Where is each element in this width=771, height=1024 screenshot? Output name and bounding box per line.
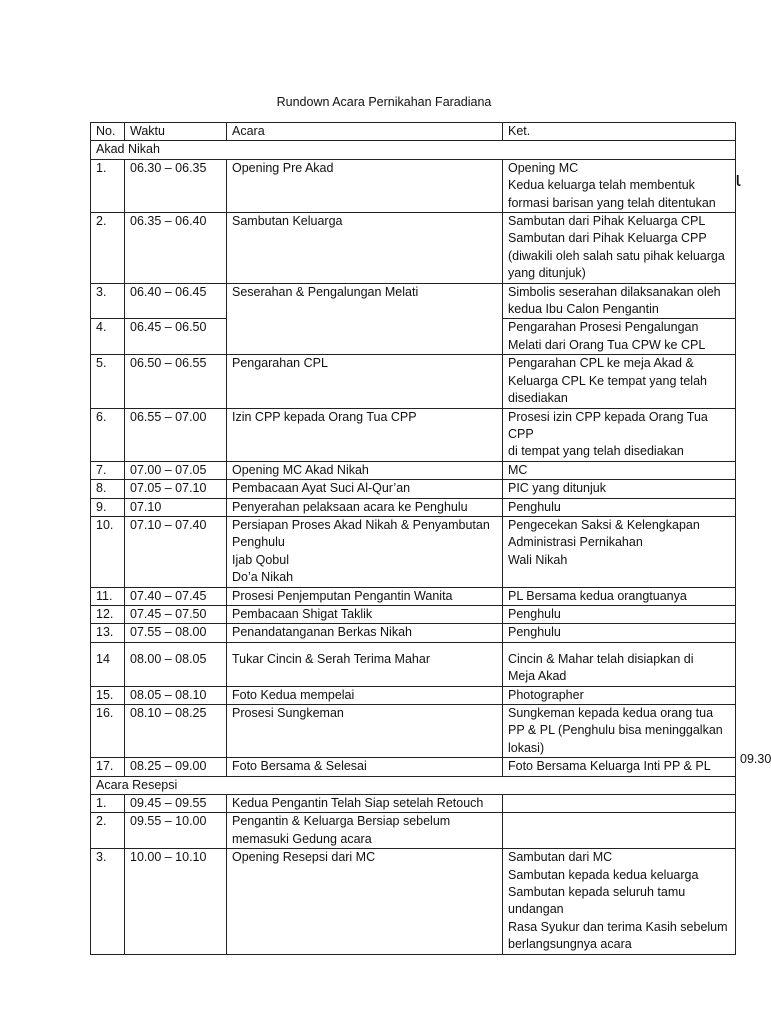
row-acara bbox=[227, 587, 503, 605]
row-acara-line: Opening Pre Akad bbox=[232, 160, 334, 175]
row-no: 4. bbox=[91, 319, 125, 355]
row-ket-line: Penghulu bbox=[508, 606, 561, 621]
row-ket bbox=[503, 758, 736, 776]
row-acara-line: Foto Kedua mempelai bbox=[232, 687, 355, 702]
row-acara-line: Pembacaan Shigat Taklik bbox=[232, 606, 373, 621]
table-row bbox=[91, 213, 736, 284]
row-ket bbox=[503, 498, 736, 516]
row-ket-line: Rasa Syukur dan terima Kasih sebelum bbox=[508, 919, 728, 934]
table-row bbox=[91, 686, 736, 704]
row-acara bbox=[227, 516, 503, 587]
row-ket-line: Sambutan dari Pihak Keluarga CPL bbox=[508, 214, 706, 229]
row-acara-line: Persiapan Proses Akad Nikah & Penyambutan bbox=[232, 517, 490, 532]
row-ket-line: Opening MC bbox=[508, 160, 579, 175]
row-ket-line: MC bbox=[508, 462, 528, 477]
row-ket-line: Kedua keluarga telah membentuk bbox=[508, 178, 695, 193]
row-waktu: 06.40 – 06.45 bbox=[125, 283, 227, 319]
row-waktu: 07.10 – 07.40 bbox=[125, 516, 227, 587]
row-ket-line: Simbolis seserahan dilaksanakan oleh bbox=[508, 284, 721, 299]
row-acara bbox=[227, 795, 503, 813]
row-acara-line: Penghulu bbox=[232, 535, 285, 550]
row-acara bbox=[227, 813, 503, 849]
row-ket bbox=[503, 686, 736, 704]
row-acara bbox=[227, 408, 503, 461]
row-ket-line: Prosesi izin CPP kepada Orang Tua CPP bbox=[508, 409, 708, 441]
row-ket-line: Sambutan kepada seluruh tamu bbox=[508, 885, 686, 900]
row-ket-line: PIC yang ditunjuk bbox=[508, 481, 606, 496]
row-acara-line: Ijab Qobul bbox=[232, 552, 289, 567]
row-acara-line: Sambutan Keluarga bbox=[232, 214, 343, 229]
row-ket bbox=[503, 480, 736, 498]
row-acara-line: Do’a Nikah bbox=[232, 570, 294, 585]
table-row bbox=[91, 624, 736, 642]
row-ket-line: Penghulu bbox=[508, 499, 561, 514]
row-ket-line: Pengecekan Saksi & Kelengkapan bbox=[508, 517, 700, 532]
row-acara bbox=[227, 355, 503, 408]
row-acara-line: Izin CPP kepada Orang Tua CPP bbox=[232, 409, 417, 424]
row-ket bbox=[503, 516, 736, 587]
row-ket-line: di tempat yang telah disediakan bbox=[508, 444, 684, 459]
row-ket-line: Cincin & Mahar telah disiapkan di bbox=[508, 651, 694, 666]
row-acara bbox=[227, 758, 503, 776]
table-row bbox=[91, 283, 736, 319]
table-row bbox=[91, 461, 736, 479]
row-ket bbox=[503, 461, 736, 479]
row-no: 17. bbox=[91, 758, 125, 776]
row-waktu: 06.45 – 06.50 bbox=[125, 319, 227, 355]
row-ket-line: Sambutan kepada kedua keluarga bbox=[508, 867, 699, 882]
section-label-akad: Akad Nikah bbox=[91, 141, 736, 159]
row-acara bbox=[227, 480, 503, 498]
row-ket bbox=[503, 319, 736, 355]
row-acara bbox=[227, 624, 503, 642]
table-row bbox=[91, 705, 736, 758]
row-no: 7. bbox=[91, 461, 125, 479]
overflow-time-text: 09.30 bbox=[740, 752, 771, 766]
row-ket-line: Penghulu bbox=[508, 625, 561, 640]
row-acara-line: Pengantin & Keluarga Bersiap sebelum bbox=[232, 814, 451, 829]
row-waktu: 06.50 – 06.55 bbox=[125, 355, 227, 408]
row-ket bbox=[503, 213, 736, 284]
row-acara bbox=[227, 461, 503, 479]
column-header-acara: Acara bbox=[227, 123, 503, 141]
row-ket-line: Foto Bersama Keluarga Inti PP & PL bbox=[508, 759, 711, 774]
row-ket-line: kedua Ibu Calon Pengantin bbox=[508, 302, 659, 317]
row-acara-line: Penyerahan pelaksaan acara ke Penghulu bbox=[232, 499, 468, 514]
row-ket bbox=[503, 795, 736, 813]
row-acara bbox=[227, 283, 503, 355]
row-waktu: 08.25 – 09.00 bbox=[125, 758, 227, 776]
row-waktu: 06.55 – 07.00 bbox=[125, 408, 227, 461]
row-ket-line: Keluarga CPL Ke tempat yang telah bbox=[508, 373, 707, 388]
row-no: 1. bbox=[91, 159, 125, 212]
row-ket-line: Photographer bbox=[508, 687, 584, 702]
row-ket bbox=[503, 849, 736, 954]
row-no: 9. bbox=[91, 498, 125, 516]
row-waktu: 08.00 – 08.05 bbox=[125, 642, 227, 686]
row-acara-line: Pembacaan Ayat Suci Al-Qur’an bbox=[232, 481, 411, 496]
column-header-waktu: Waktu bbox=[125, 123, 227, 141]
table-row bbox=[91, 813, 736, 849]
row-ket bbox=[503, 624, 736, 642]
row-no: 15. bbox=[91, 686, 125, 704]
table-row bbox=[91, 408, 736, 461]
row-no: 8. bbox=[91, 480, 125, 498]
table-row bbox=[91, 498, 736, 516]
document-title: Rundown Acara Pernikahan Faradiana bbox=[276, 95, 492, 109]
row-ket-line: disediakan bbox=[508, 391, 568, 406]
section-row-akad bbox=[91, 141, 736, 159]
row-ket-line: Sambutan dari MC bbox=[508, 850, 613, 865]
row-ket-line: PP & PL (Penghulu bisa meninggalkan bbox=[508, 723, 723, 738]
row-ket-line: Wali Nikah bbox=[508, 552, 568, 567]
row-no: 3. bbox=[91, 849, 125, 954]
row-acara bbox=[227, 605, 503, 623]
row-acara bbox=[227, 159, 503, 212]
row-no: 5. bbox=[91, 355, 125, 408]
row-ket bbox=[503, 355, 736, 408]
row-no: 14 bbox=[91, 642, 125, 686]
row-ket bbox=[503, 705, 736, 758]
table-row bbox=[91, 849, 736, 954]
row-ket-line: undangan bbox=[508, 902, 564, 917]
table-row bbox=[91, 587, 736, 605]
row-ket-line: Melati dari Orang Tua CPW ke CPL bbox=[508, 337, 706, 352]
row-ket-line: formasi barisan yang telah ditentukan bbox=[508, 195, 716, 210]
row-ket-line: Sungkeman kepada kedua orang tua bbox=[508, 706, 714, 720]
row-ket bbox=[503, 813, 736, 849]
row-waktu: 07.00 – 07.05 bbox=[125, 461, 227, 479]
table-row bbox=[91, 605, 736, 623]
table-row bbox=[91, 795, 736, 813]
row-acara-line: Foto Bersama & Selesai bbox=[232, 759, 367, 774]
row-acara-line: memasuki Gedung acara bbox=[232, 831, 372, 846]
row-acara-line: Prosesi Sungkeman bbox=[232, 706, 344, 720]
row-no: 10. bbox=[91, 516, 125, 587]
table-row bbox=[91, 758, 736, 776]
row-no: 2. bbox=[91, 213, 125, 284]
row-waktu: 10.00 – 10.10 bbox=[125, 849, 227, 954]
row-ket-line: Pengarahan Prosesi Pengalungan bbox=[508, 320, 699, 335]
row-no: 2. bbox=[91, 813, 125, 849]
row-ket bbox=[503, 408, 736, 461]
row-ket-line: (diwakili oleh salah satu pihak keluarga bbox=[508, 248, 725, 263]
row-ket bbox=[503, 159, 736, 212]
row-acara bbox=[227, 705, 503, 758]
row-waktu: 08.05 – 08.10 bbox=[125, 686, 227, 704]
row-ket-line: berlangsungnya acara bbox=[508, 937, 632, 952]
row-ket bbox=[503, 587, 736, 605]
row-no: 3. bbox=[91, 283, 125, 319]
row-acara-line: Opening Resepsi dari MC bbox=[232, 850, 376, 865]
row-acara bbox=[227, 498, 503, 516]
row-ket-line: Sambutan dari Pihak Keluarga CPP bbox=[508, 231, 707, 246]
column-header-no: No. bbox=[91, 123, 125, 141]
table-row bbox=[91, 159, 736, 212]
table-row bbox=[91, 642, 736, 686]
row-ket bbox=[503, 605, 736, 623]
row-waktu: 07.40 – 07.45 bbox=[125, 587, 227, 605]
margin-mark: ɩ bbox=[736, 169, 741, 191]
row-no: 11. bbox=[91, 587, 125, 605]
row-no: 6. bbox=[91, 408, 125, 461]
row-no: 13. bbox=[91, 624, 125, 642]
table-row bbox=[91, 355, 736, 408]
row-acara bbox=[227, 642, 503, 686]
row-waktu: 07.10 bbox=[125, 498, 227, 516]
table-body bbox=[91, 141, 736, 954]
row-acara bbox=[227, 213, 503, 284]
rundown-table bbox=[90, 122, 736, 955]
row-acara bbox=[227, 686, 503, 704]
row-waktu: 06.30 – 06.35 bbox=[125, 159, 227, 212]
row-ket-line: PL Bersama kedua orangtuanya bbox=[508, 588, 687, 603]
row-acara-line: Opening MC Akad Nikah bbox=[232, 462, 369, 477]
row-waktu: 07.45 – 07.50 bbox=[125, 605, 227, 623]
row-acara-line: Pengarahan CPL bbox=[232, 356, 328, 371]
row-acara-line: Seserahan & Pengalungan Melati bbox=[232, 284, 419, 299]
row-ket-line: Administrasi Pernikahan bbox=[508, 535, 643, 550]
row-waktu: 09.55 – 10.00 bbox=[125, 813, 227, 849]
row-acara-line: Tukar Cincin & Serah Terima Mahar bbox=[232, 651, 430, 666]
row-waktu: 07.55 – 08.00 bbox=[125, 624, 227, 642]
row-acara bbox=[227, 849, 503, 954]
row-ket-line: yang ditunjuk) bbox=[508, 266, 586, 281]
table-header-row bbox=[91, 123, 736, 141]
row-acara-line: Kedua Pengantin Telah Siap setelah Retouch bbox=[232, 796, 484, 811]
row-ket-line: lokasi) bbox=[508, 740, 545, 755]
row-no: 16. bbox=[91, 705, 125, 758]
column-header-ket: Ket. bbox=[503, 123, 736, 141]
row-acara-line: Penandatanganan Berkas Nikah bbox=[232, 625, 412, 640]
row-ket bbox=[503, 283, 736, 319]
row-waktu: 09.45 – 09.55 bbox=[125, 795, 227, 813]
row-ket-line: Meja Akad bbox=[508, 669, 567, 684]
section-row-resepsi bbox=[91, 776, 736, 794]
row-waktu: 08.10 – 08.25 bbox=[125, 705, 227, 758]
row-acara-line: Prosesi Penjemputan Pengantin Wanita bbox=[232, 588, 453, 603]
row-ket bbox=[503, 642, 736, 686]
row-waktu: 07.05 – 07.10 bbox=[125, 480, 227, 498]
row-no: 12. bbox=[91, 605, 125, 623]
table-row bbox=[91, 480, 736, 498]
row-no: 1. bbox=[91, 795, 125, 813]
section-label-resepsi: Acara Resepsi bbox=[91, 776, 736, 794]
table-row bbox=[91, 516, 736, 587]
row-waktu: 06.35 – 06.40 bbox=[125, 213, 227, 284]
row-ket-line: Pengarahan CPL ke meja Akad & bbox=[508, 356, 694, 371]
